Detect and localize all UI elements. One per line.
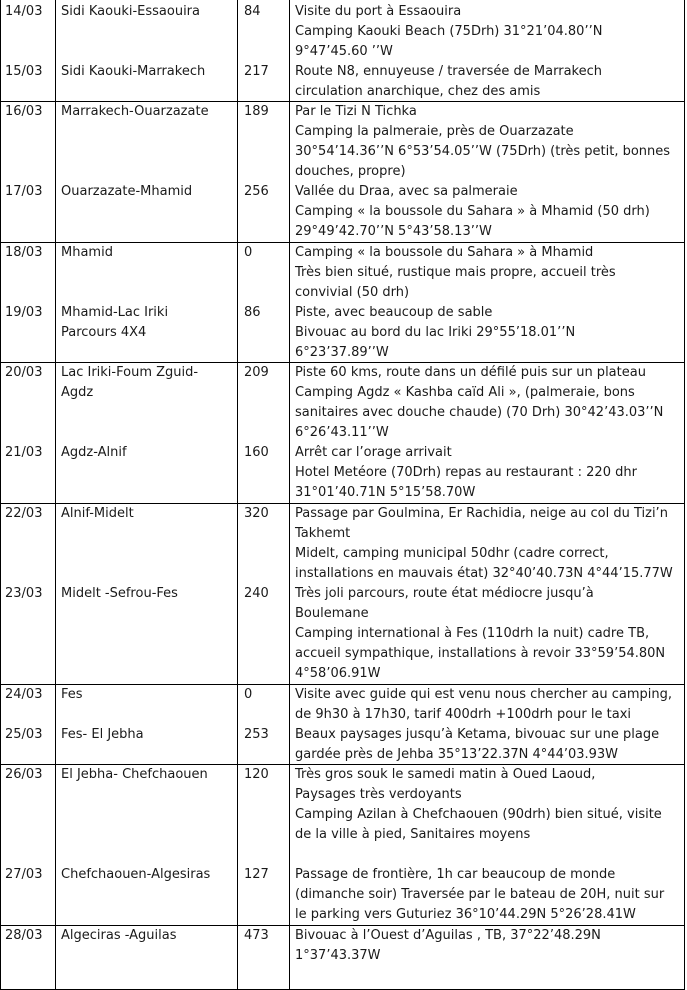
distance-km: 120 — [244, 767, 269, 782]
notes-line: installations en mauvais état) 32°40’40.73N 4°44’15.77W — [295, 566, 673, 581]
date-text: 17/03 — [5, 184, 43, 199]
table-row-group — [0, 926, 685, 990]
route-line: Parcours 4X4 — [61, 325, 147, 340]
distance-cell — [244, 443, 284, 463]
column-divider — [55, 765, 56, 925]
distance-cell — [244, 363, 284, 383]
route-cell — [61, 725, 231, 745]
column-divider — [55, 243, 56, 362]
column-divider — [55, 504, 56, 684]
notes-line: Camping la palmeraie, près de Ouarzazate — [295, 124, 574, 139]
distance-km: 209 — [244, 365, 269, 380]
notes-line: Vallée du Draa, avec sa palmeraie — [295, 184, 518, 199]
column-divider — [289, 504, 290, 684]
date-cell — [5, 2, 53, 22]
distance-cell — [244, 926, 284, 946]
date-text: 18/03 — [5, 245, 43, 260]
route-cell — [61, 62, 231, 82]
notes-cell — [295, 303, 681, 363]
column-divider — [237, 765, 238, 925]
route-line: Mhamid — [61, 245, 113, 260]
column-divider — [289, 102, 290, 242]
notes-line: circulation anarchique, chez des amis — [295, 84, 541, 99]
distance-km: 256 — [244, 184, 269, 199]
notes-cell — [295, 102, 681, 182]
route-line: Lac Iriki-Foum Zguid- — [61, 365, 199, 380]
notes-line: 30°54’14.36’’N 6°53’54.05’’W (75Drh) (très petit, bonnes — [295, 144, 671, 159]
column-divider — [684, 765, 685, 925]
distance-km: 217 — [244, 64, 269, 79]
column-divider — [55, 926, 56, 989]
distance-cell — [244, 303, 284, 323]
column-divider — [0, 765, 1, 925]
column-divider — [237, 504, 238, 684]
date-cell — [5, 102, 53, 122]
notes-line: Boulemane — [295, 606, 369, 621]
route-line: Sidi Kaouki-Marrakech — [61, 64, 206, 79]
column-divider — [289, 765, 290, 925]
distance-cell — [244, 102, 284, 122]
date-text: 24/03 — [5, 687, 43, 702]
column-divider — [237, 363, 238, 503]
distance-km: 127 — [244, 867, 269, 882]
notes-cell — [295, 2, 681, 62]
route-line: Fes — [61, 687, 83, 702]
notes-line: Camping international à Fes (110drh la nuit) cadre TB, — [295, 626, 650, 641]
notes-line: Très bien situé, rustique mais propre, accueil très — [295, 265, 616, 280]
notes-cell — [295, 243, 681, 303]
date-text: 27/03 — [5, 867, 43, 882]
notes-line: sanitaires avec douche chaude) (70 Drh) 30°42’43.03’’N — [295, 405, 664, 420]
route-line: Midelt -Sefrou-Fes — [61, 586, 178, 601]
distance-cell — [244, 865, 284, 885]
route-cell — [61, 765, 231, 785]
date-text: 16/03 — [5, 104, 43, 119]
distance-km: 473 — [244, 928, 269, 943]
distance-cell — [244, 182, 284, 202]
notes-cell — [295, 504, 681, 584]
route-line: Agdz — [61, 385, 94, 400]
date-cell — [5, 182, 53, 202]
notes-line: Passage de frontière, 1h car beaucoup de monde — [295, 867, 616, 882]
date-cell — [5, 243, 53, 263]
column-divider — [0, 243, 1, 362]
notes-line: Piste, avec beaucoup de sable — [295, 305, 493, 320]
date-text: 22/03 — [5, 506, 43, 521]
table-row-group — [0, 243, 685, 363]
date-cell — [5, 584, 53, 604]
column-divider — [55, 363, 56, 503]
column-divider — [0, 363, 1, 503]
notes-line: 1°37’43.37W — [295, 948, 381, 963]
column-divider — [0, 102, 1, 242]
notes-line: Piste 60 kms, route dans un défilé puis sur un plateau — [295, 365, 646, 380]
date-cell — [5, 725, 53, 745]
route-cell — [61, 182, 231, 202]
column-divider — [237, 243, 238, 362]
notes-line: Paysages très verdoyants — [295, 787, 462, 802]
table-row-group — [0, 504, 685, 685]
notes-line: le parking vers Guturiez 36°10’44.29N 5°26’28.41W — [295, 907, 636, 922]
notes-line: (dimanche soir) Traversée par le bateau de 20H, nuit sur — [295, 887, 665, 902]
route-line: El Jebha- Chefchaouen — [61, 767, 208, 782]
notes-line: Takhemt — [295, 526, 351, 541]
notes-line: Camping Azilan à Chefchaouen (90drh) bien situé, visite — [295, 807, 662, 822]
date-text: 20/03 — [5, 365, 43, 380]
notes-cell — [295, 926, 681, 966]
route-cell — [61, 685, 231, 705]
column-divider — [289, 243, 290, 362]
date-text: 14/03 — [5, 4, 43, 19]
date-cell — [5, 865, 53, 885]
column-divider — [289, 363, 290, 503]
notes-cell — [295, 363, 681, 443]
table-row-group — [0, 0, 685, 102]
route-cell — [61, 443, 231, 463]
notes-cell — [295, 765, 681, 845]
route-line: Marrakech-Ouarzazate — [61, 104, 209, 119]
distance-km: 189 — [244, 104, 269, 119]
route-cell — [61, 243, 231, 263]
notes-cell — [295, 685, 681, 725]
column-divider — [684, 926, 685, 989]
column-divider — [684, 504, 685, 684]
column-divider — [237, 102, 238, 242]
route-line: Mhamid-Lac Iriki — [61, 305, 169, 320]
notes-line: de la ville à pied, Sanitaires moyens — [295, 827, 531, 842]
column-divider — [684, 685, 685, 764]
route-cell — [61, 303, 231, 343]
distance-cell — [244, 62, 284, 82]
route-line: Ouarzazate-Mhamid — [61, 184, 193, 199]
notes-line: 29°49’42.70’’N 5°43’58.13’’W — [295, 224, 492, 239]
notes-cell — [295, 865, 681, 925]
date-cell — [5, 685, 53, 705]
distance-cell — [244, 584, 284, 604]
distance-km: 160 — [244, 445, 269, 460]
notes-cell — [295, 584, 681, 684]
route-cell — [61, 584, 231, 604]
distance-cell — [244, 725, 284, 745]
column-divider — [289, 0, 290, 101]
date-cell — [5, 504, 53, 524]
notes-line: Midelt, camping municipal 50dhr (cadre correct, — [295, 546, 609, 561]
date-cell — [5, 443, 53, 463]
notes-line: 9°47’45.60 ’’W — [295, 44, 393, 59]
column-divider — [289, 926, 290, 989]
notes-line: Passage par Goulmina, Er Rachidia, neige au col du Tizi’n — [295, 506, 668, 521]
table-row-group — [0, 363, 685, 504]
notes-line: gardée près de Jehba 35°13’22.37N 4°44’03.93W — [295, 747, 619, 762]
distance-cell — [244, 504, 284, 524]
distance-km: 86 — [244, 305, 261, 320]
column-divider — [55, 685, 56, 764]
notes-cell — [295, 443, 681, 503]
notes-line: Camping « la boussole du Sahara » à Mhamid — [295, 245, 594, 260]
notes-line: Bivouac à l’Ouest d’Aguilas , TB, 37°22’48.29N — [295, 928, 601, 943]
route-line: Chefchaouen-Algesiras — [61, 867, 211, 882]
date-cell — [5, 926, 53, 946]
notes-line: Camping Agdz « Kashba caïd Ali », (palmeraie, bons — [295, 385, 635, 400]
notes-line: 6°23’37.89’’W — [295, 345, 389, 360]
notes-line: Bivouac au bord du lac Iriki 29°55’18.01’’N — [295, 325, 576, 340]
route-line: Agdz-Alnif — [61, 445, 127, 460]
notes-line: Route N8, ennuyeuse / traversée de Marrakech — [295, 64, 602, 79]
route-line: Fes- El Jebha — [61, 727, 144, 742]
date-text: 19/03 — [5, 305, 43, 320]
notes-line: Beaux paysages jusqu’à Ketama, bivouac sur une plage — [295, 727, 660, 742]
date-cell — [5, 303, 53, 323]
distance-km: 84 — [244, 4, 261, 19]
notes-cell — [295, 62, 681, 102]
route-cell — [61, 2, 231, 22]
route-cell — [61, 504, 231, 524]
route-cell — [61, 102, 231, 122]
notes-line: Arrêt car l’orage arrivait — [295, 445, 452, 460]
date-text: 21/03 — [5, 445, 43, 460]
column-divider — [237, 685, 238, 764]
column-divider — [289, 685, 290, 764]
column-divider — [0, 0, 1, 101]
route-line: Sidi Kaouki-Essaouira — [61, 4, 200, 19]
column-divider — [684, 243, 685, 362]
notes-line: 4°58’06.91W — [295, 666, 381, 681]
notes-line: Camping Kaouki Beach (75Drh) 31°21’04.80’’N — [295, 24, 603, 39]
column-divider — [684, 363, 685, 503]
column-divider — [0, 685, 1, 764]
route-cell — [61, 926, 231, 946]
distance-km: 253 — [244, 727, 269, 742]
column-divider — [55, 0, 56, 101]
distance-km: 0 — [244, 687, 253, 702]
column-divider — [55, 102, 56, 242]
notes-line: accueil sympathique, installations à revoir 33°59’54.80N — [295, 646, 666, 661]
table-row-group — [0, 685, 685, 765]
distance-cell — [244, 243, 284, 263]
date-text: 15/03 — [5, 64, 43, 79]
notes-cell — [295, 182, 681, 242]
date-cell — [5, 62, 53, 82]
table-row-group — [0, 765, 685, 926]
route-line: Alnif-Midelt — [61, 506, 134, 521]
notes-line: Visite du port à Essaouira — [295, 4, 462, 19]
column-divider — [237, 926, 238, 989]
column-divider — [684, 0, 685, 101]
column-divider — [684, 102, 685, 242]
distance-km: 0 — [244, 245, 253, 260]
table-row-group — [0, 102, 685, 243]
distance-cell — [244, 2, 284, 22]
distance-cell — [244, 685, 284, 705]
date-text: 25/03 — [5, 727, 43, 742]
column-divider — [0, 926, 1, 989]
notes-line: convivial (50 drh) — [295, 285, 410, 300]
notes-line: Par le Tizi N Tichka — [295, 104, 417, 119]
notes-line: de 9h30 à 17h30, tarif 400drh +100drh pour le taxi — [295, 707, 632, 722]
date-cell — [5, 363, 53, 383]
route-line: Algeciras -Aguilas — [61, 928, 177, 943]
notes-line: Très joli parcours, route état médiocre jusqu’à — [295, 586, 594, 601]
notes-line: 31°01’40.71N 5°15’58.70W — [295, 485, 476, 500]
notes-line: Hotel Metéore (70Drh) repas au restaurant : 220 dhr — [295, 465, 637, 480]
date-text: 28/03 — [5, 928, 43, 943]
notes-line: douches, propre) — [295, 164, 406, 179]
notes-line: Visite avec guide qui est venu nous chercher au camping, — [295, 687, 673, 702]
date-text: 23/03 — [5, 586, 43, 601]
notes-cell — [295, 725, 681, 765]
column-divider — [237, 0, 238, 101]
column-divider — [0, 504, 1, 684]
distance-km: 240 — [244, 586, 269, 601]
date-text: 26/03 — [5, 767, 43, 782]
route-cell — [61, 363, 231, 403]
notes-line: Camping « la boussole du Sahara » à Mhamid (50 drh) — [295, 204, 650, 219]
route-cell — [61, 865, 231, 885]
distance-cell — [244, 765, 284, 785]
distance-km: 320 — [244, 506, 269, 521]
date-cell — [5, 765, 53, 785]
notes-line: 6°26’43.11’’W — [295, 425, 389, 440]
notes-line: Très gros souk le samedi matin à Oued Laoud, — [295, 767, 596, 782]
